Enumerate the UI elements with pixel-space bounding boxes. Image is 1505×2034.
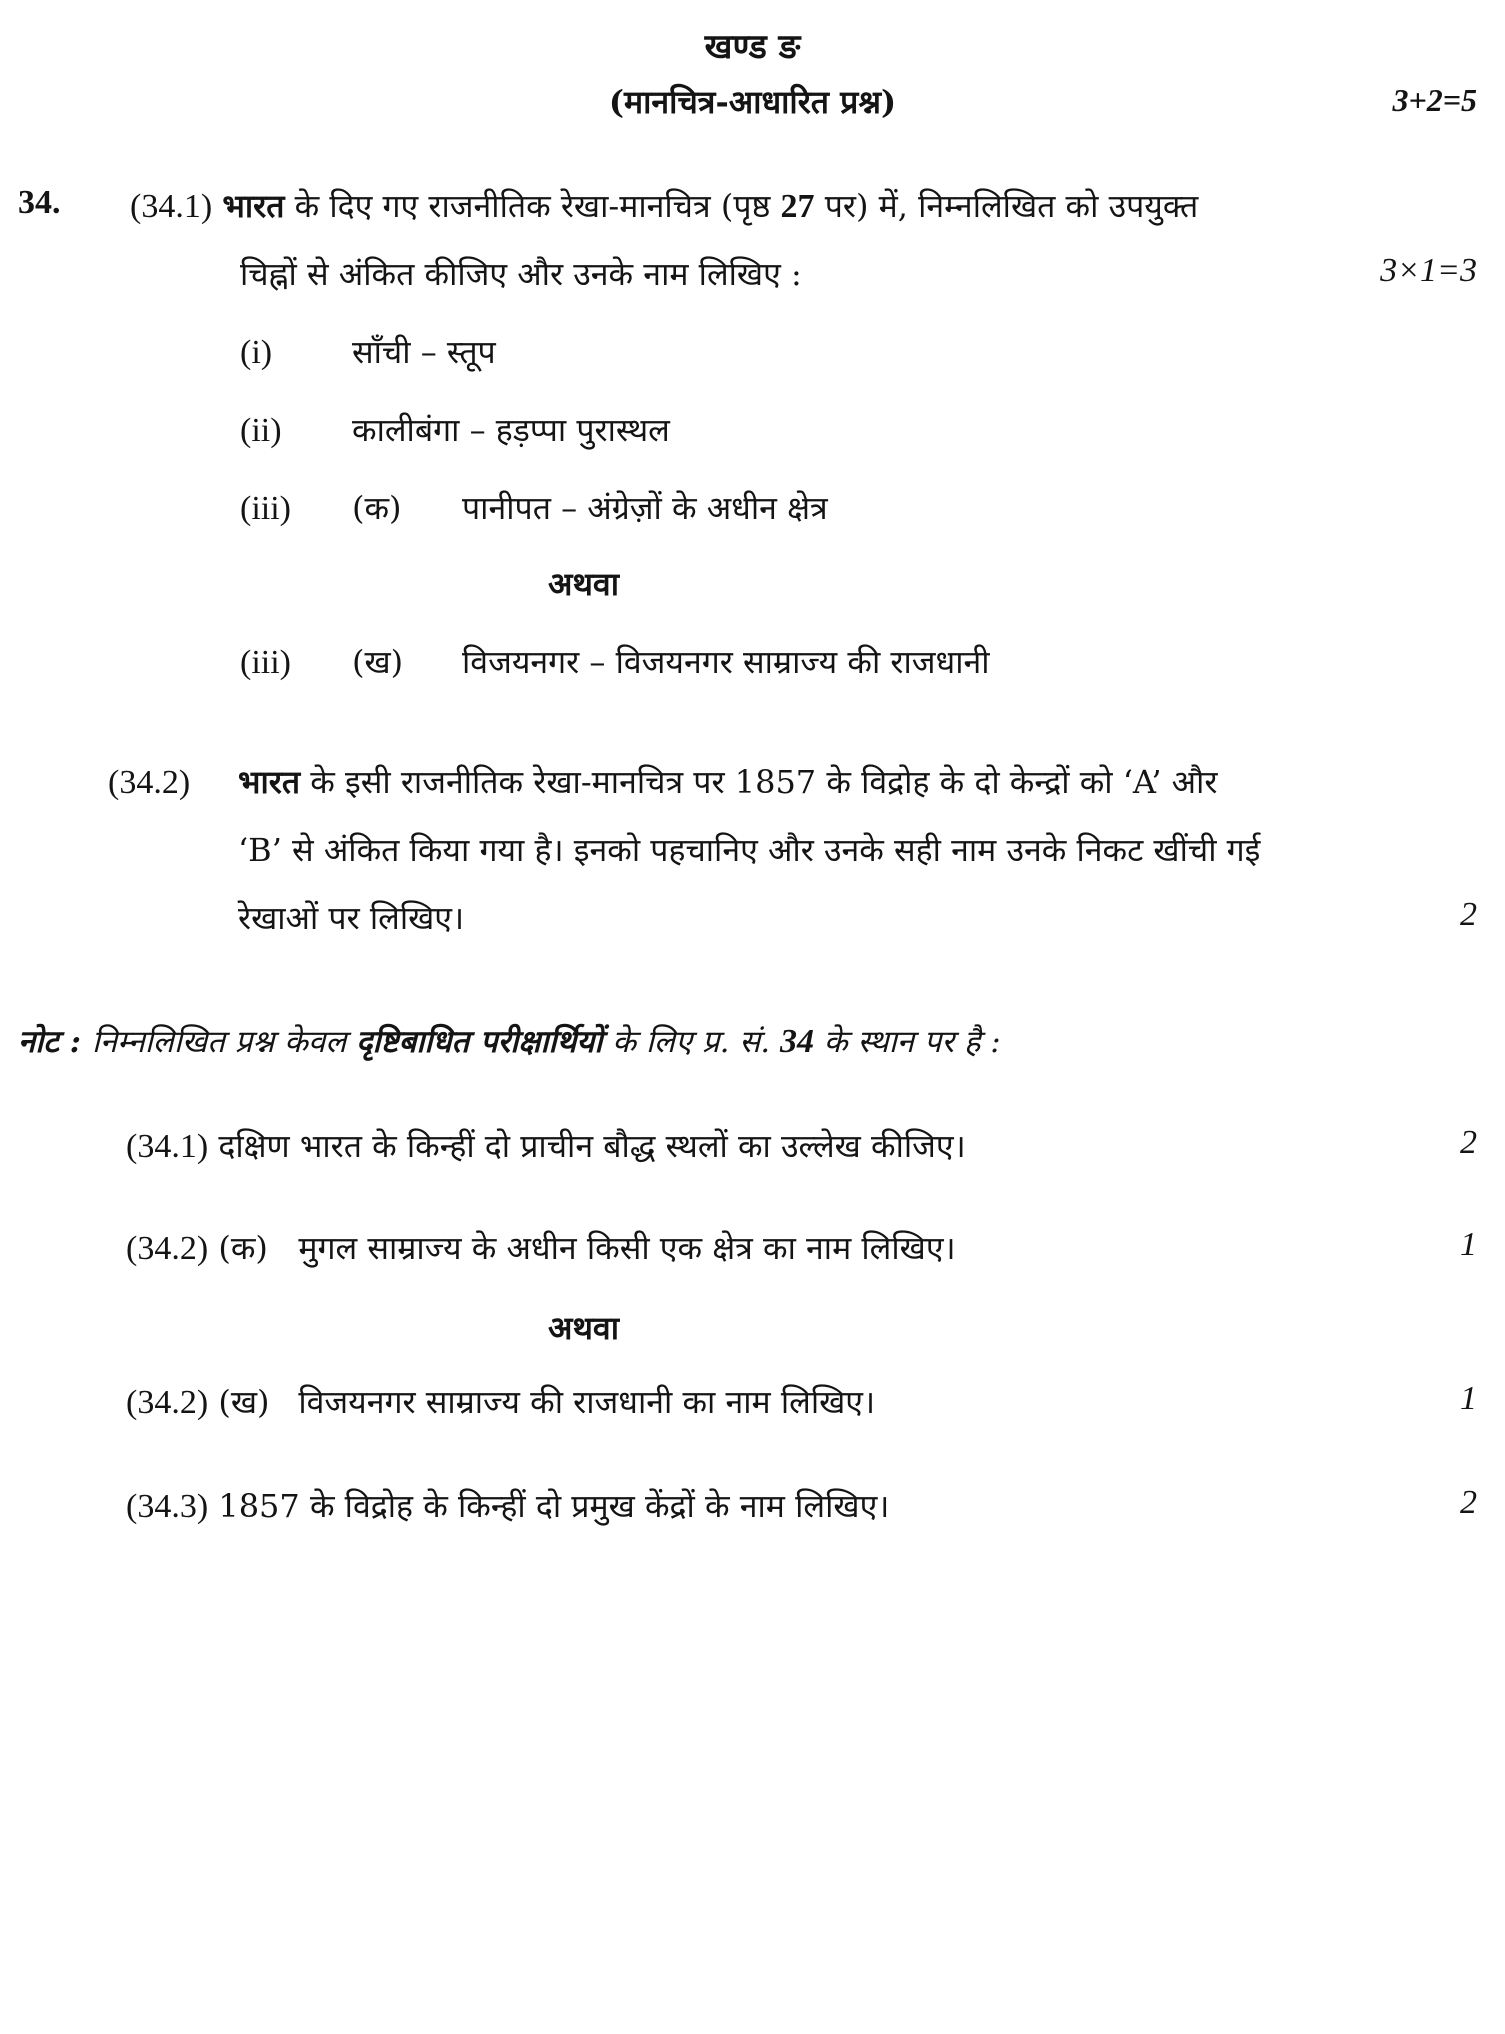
q34-1-item-iii-a [240,486,828,529]
q34-2-marks: 2 [1460,896,1477,933]
q34-2-text: के इसी राजनीतिक रेखा-मानचित्र पर 1857 के विद्रोह के दो केन्द्रों को ‘A’ और [300,763,1218,801]
note-text-c: के स्थान पर है : [813,1024,1001,1060]
vi-marks-2a: 1 [1460,1226,1477,1263]
note-text-a: निम्नलिखित प्रश्न केवल [91,1024,357,1060]
item-text: विजयनगर – विजयनगर साम्राज्य की राजधानी [462,643,990,681]
note-text-b: के लिए प्र. सं. [602,1024,780,1060]
item-text: पानीपत – अंग्रेज़ों के अधीन क्षेत्र [462,489,828,527]
q34-2-line2: ‘B’ से अंकित किया गया है। इनको पहचानिए और उनके सही नाम उनके निकट खींची गई [238,831,1261,869]
note-bold: दृष्टिबाधित परीक्षार्थियों [356,1024,603,1060]
q34-1-or: अथवा [548,565,619,603]
vi-or: अथवा [548,1309,619,1347]
note-prefix: नोट : [18,1024,92,1060]
item-text: कालीबंगा – हड़प्पा पुरास्थल [352,411,670,449]
q34-2-line1 [108,760,1218,803]
q34-2-label: (34.2) [108,764,191,801]
question-number: 34. [18,184,61,221]
q34-1-marks: 3×1=3 [1380,252,1477,289]
q34-1-page-num: 27 [780,188,815,225]
vi-sub: (ख) [218,1383,270,1421]
vi-text: विजयनगर साम्राज्य की राजधानी का नाम लिखिए। [298,1383,876,1421]
q34-1-line1 [130,184,1198,227]
section-subtitle: (मानचित्र-आधारित प्रश्न) [608,83,897,121]
q34-1-item-i [240,330,496,373]
q34-1-item-ii [240,408,670,451]
vi-text: दक्षिण भारत के किन्हीं दो प्राचीन बौद्ध स्थलों का उल्लेख कीजिए। [218,1127,966,1165]
vi-text: मुगल साम्राज्य के अधीन किसी एक क्षेत्र का नाम लिखिए। [298,1229,956,1267]
vi-label: (34.3) [126,1488,209,1525]
vi-sub: (क) [218,1229,268,1267]
vi-question-3 [126,1484,889,1527]
item-sub: (क) [352,489,402,527]
section-marks: 3+2=5 [1392,82,1477,118]
vi-marks-1: 2 [1460,1124,1477,1161]
vi-label: (34.2) [126,1384,209,1421]
vi-label: (34.1) [126,1128,209,1165]
item-text: साँची – स्तूप [352,333,496,371]
vi-text: 1857 के विद्रोह के किन्हीं दो प्रमुख केंद्रों के नाम लिखिए। [218,1487,890,1525]
q34-1-line2: चिह्नों से अंकित कीजिए और उनके नाम लिखिए : [240,255,802,293]
item-num: (iii) [240,490,291,527]
item-num: (ii) [240,412,282,449]
vi-marks-3: 2 [1460,1484,1477,1521]
vi-question-1 [126,1124,966,1167]
note-qnum: 34 [779,1023,814,1060]
vi-marks-2b: 1 [1460,1380,1477,1417]
item-num: (iii) [240,644,291,681]
note-line [18,1020,1001,1062]
q34-1-item-iii-b [240,640,990,683]
q34-1-label: (34.1) [130,188,213,225]
q34-1-text-b: पर) में, निम्नलिखित को उपयुक्त [814,187,1199,225]
q34-1-bold-word: भारत [222,187,285,225]
section-title: खण्ड ङ [704,27,801,67]
vi-label: (34.2) [126,1230,209,1267]
q34-1-text-a: के दिए गए राजनीतिक रेखा-मानचित्र (पृष्ठ [284,187,781,225]
q34-2-bold-word: भारत [238,763,301,801]
item-sub: (ख) [352,643,404,681]
item-num: (i) [240,334,273,371]
q34-2-line3: रेखाओं पर लिखिए। [238,899,465,937]
vi-question-2b [126,1380,875,1423]
vi-question-2a [126,1226,956,1269]
